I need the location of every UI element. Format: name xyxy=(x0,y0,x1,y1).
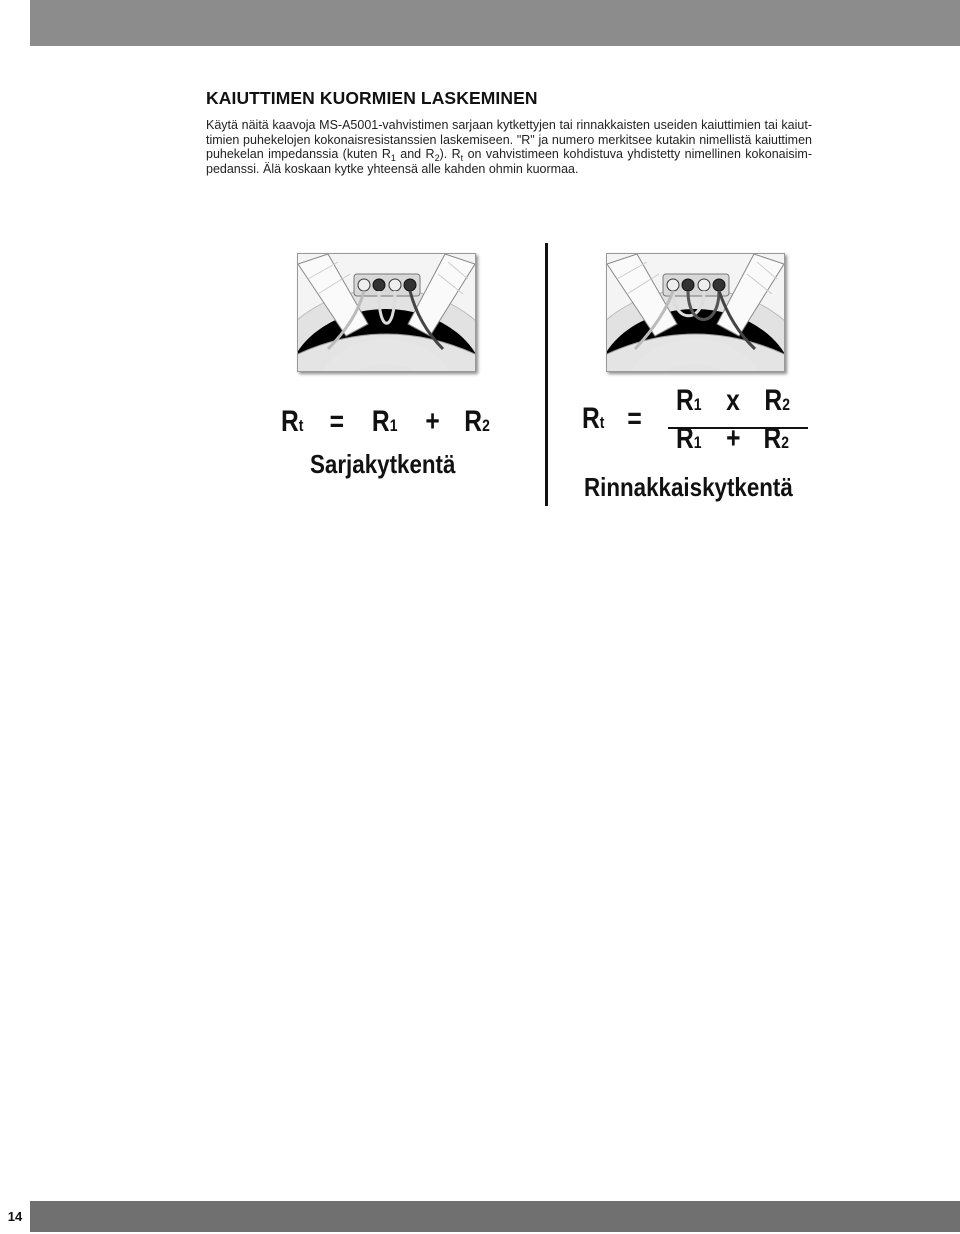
series-equals: = xyxy=(329,405,345,438)
parallel-den-r1: R1 xyxy=(676,422,702,455)
intro-sub-2: 2 xyxy=(434,153,440,164)
series-formula-content xyxy=(281,405,490,439)
series-wiring-diagram xyxy=(297,253,476,372)
parallel-label: Rinnakkaiskytkentä xyxy=(584,472,793,502)
parallel-num-r1: R1 xyxy=(676,384,702,417)
series-plus: + xyxy=(425,405,440,438)
page-title: KAIUTTIMEN KUORMIEN LASKEMINEN xyxy=(206,88,538,108)
vertical-divider xyxy=(545,243,548,506)
page-number: 14 xyxy=(7,1209,23,1224)
parallel-num-r2: R2 xyxy=(764,384,790,417)
intro-text-2: and R xyxy=(395,147,435,162)
intro-text-3: ). R xyxy=(439,147,461,162)
intro-text-1: Käytä näitä kaavoja MS-A5001-vahvistimen sarjaan kytkettyjen tai rinnakkaisten useiden kaiuttimien tai kaiut-timien puhekelojen kokonaisresistanssien laskemiseen. "R" ja numero merkitsee kutakin nimellistä kaiuttimen puhekelan impedanssia (kuten R xyxy=(206,118,812,162)
footer-bar xyxy=(30,1201,960,1232)
parallel-lhs xyxy=(582,402,655,436)
header-bar xyxy=(30,0,960,46)
parallel-wiring-diagram xyxy=(606,253,785,372)
series-r2: R2 xyxy=(464,405,490,438)
intro-sub-1: 1 xyxy=(390,153,396,164)
parallel-numerator xyxy=(676,384,815,418)
parallel-times: x xyxy=(726,384,740,417)
parallel-equals: = xyxy=(627,402,642,435)
parallel-rt: Rt xyxy=(582,402,605,435)
series-label: Sarjakytkentä xyxy=(310,449,456,479)
series-formula xyxy=(281,405,536,439)
parallel-den-r2: R2 xyxy=(763,422,790,455)
parallel-plus: + xyxy=(726,422,741,455)
parallel-denominator xyxy=(676,422,814,456)
series-r1: R1 xyxy=(371,405,398,438)
series-rt: Rt xyxy=(281,405,304,438)
intro-paragraph xyxy=(206,118,812,177)
intro-text-4: on vahvistimeen kohdistuva yhdistetty nimellinen kokonaisim-pedanssi. Älä koskaan kytke yhteensä alle kahden ohmin kuormaa. xyxy=(206,147,812,177)
intro-sub-3: t xyxy=(460,153,464,164)
